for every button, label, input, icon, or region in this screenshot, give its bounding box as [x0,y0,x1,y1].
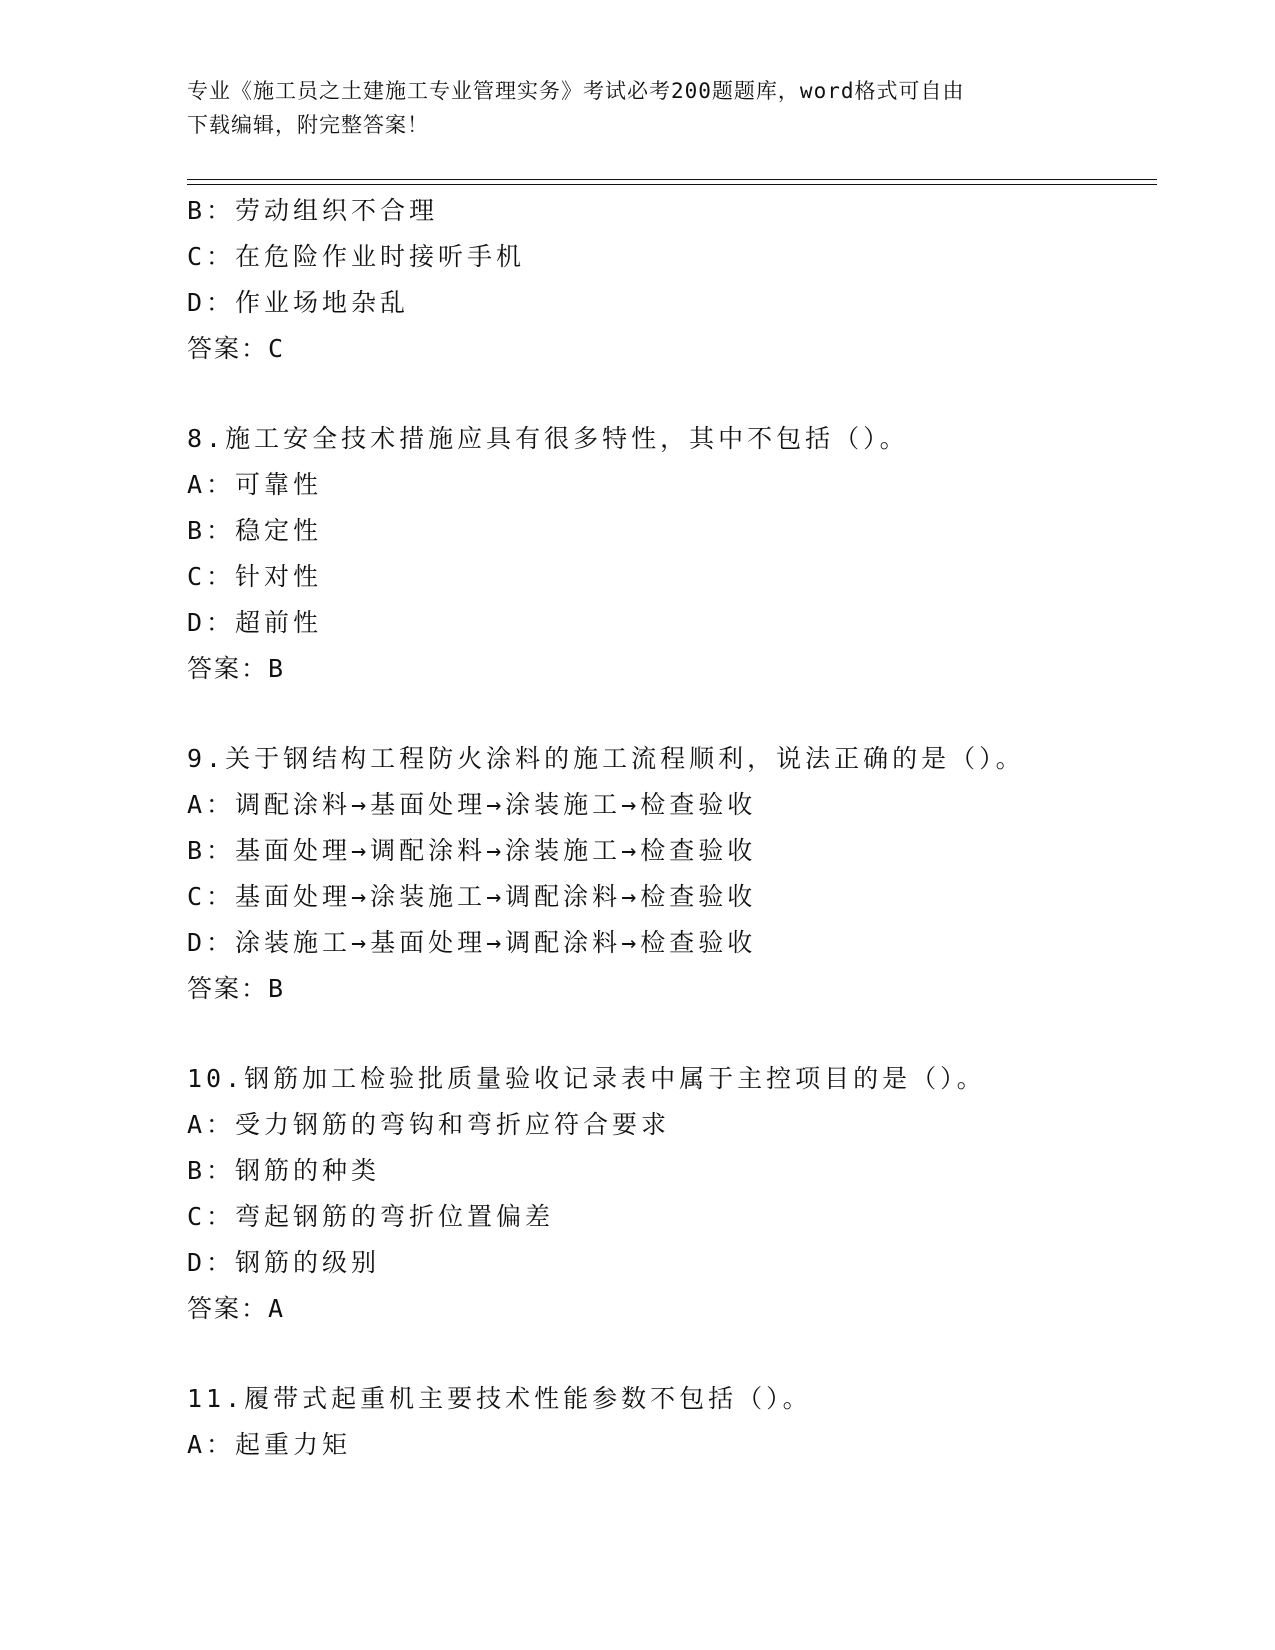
answer-line: 答案：A [187,1294,286,1323]
header-line-2: 下载编辑，附完整答案！ [187,113,429,137]
question-block-9 [187,736,1157,1012]
question-text: 11.履带式起重机主要技术性能参数不包括（）。 [187,1384,812,1413]
question-block-8 [187,416,1157,692]
document-header [187,74,1067,142]
option-d: D：超前性 [187,608,323,637]
option-d: D：涂装施工→基面处理→调配涂料→检查验收 [187,928,757,957]
question-text: 8.施工安全技术措施应具有很多特性，其中不包括（）。 [187,424,909,453]
option-d: D：作业场地杂乱 [187,288,410,317]
option-a: A：可靠性 [187,470,323,499]
option-c: C：弯起钢筋的弯折位置偏差 [187,1202,555,1231]
question-text: 9.关于钢结构工程防火涂料的施工流程顺利，说法正确的是（）。 [187,744,1025,773]
question-block-10 [187,1056,1157,1332]
question-text: 10.钢筋加工检验批质量验收记录表中属于主控项目的是（）。 [187,1064,986,1093]
header-line-1: 专业《施工员之土建施工专业管理实务》考试必考200题题库，word格式可自由 [187,79,965,103]
answer-line: 答案：C [187,334,286,363]
question-block-7 [187,188,1157,372]
question-block-11 [187,1376,1157,1468]
option-c: C：基面处理→涂装施工→调配涂料→检查验收 [187,882,757,911]
option-c: C：在危险作业时接听手机 [187,242,526,271]
option-c: C：针对性 [187,562,323,591]
option-b: B：劳动组织不合理 [187,196,439,225]
answer-line: 答案：B [187,654,286,683]
option-b: B：钢筋的种类 [187,1156,381,1185]
option-a: A：调配涂料→基面处理→涂装施工→检查验收 [187,790,757,819]
option-b: B：基面处理→调配涂料→涂装施工→检查验收 [187,836,757,865]
option-b: B：稳定性 [187,516,323,545]
option-d: D：钢筋的级别 [187,1248,381,1277]
header-divider [187,179,1157,185]
answer-line: 答案：B [187,974,286,1003]
option-a: A：起重力矩 [187,1430,352,1459]
option-a: A：受力钢筋的弯钩和弯折应符合要求 [187,1110,671,1139]
question-list [187,188,1157,1468]
